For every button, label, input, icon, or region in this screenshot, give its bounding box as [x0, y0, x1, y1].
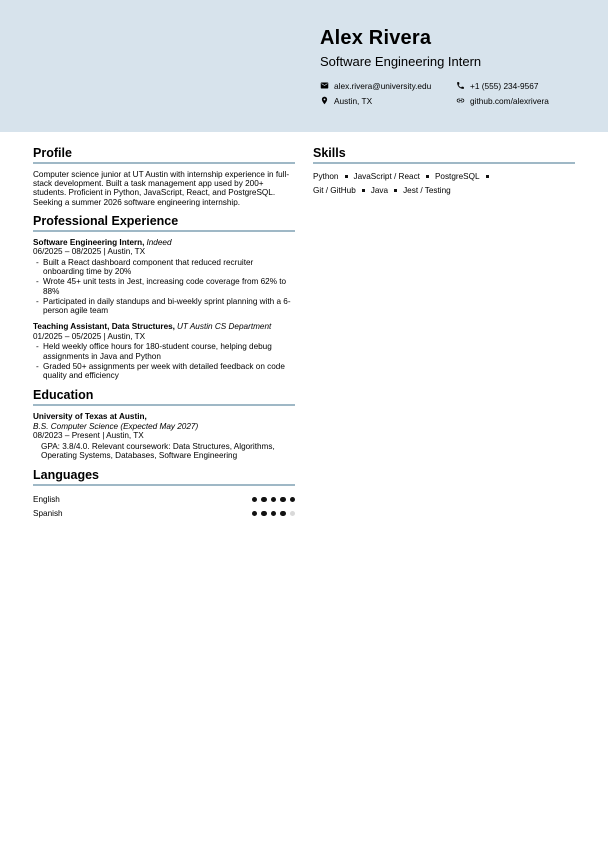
phone-text: +1 (555) 234-9567 [470, 80, 539, 91]
profile-heading: Profile [33, 147, 295, 164]
skill-separator-dot [486, 175, 489, 178]
job-bullets [33, 258, 295, 315]
location-icon [320, 96, 329, 105]
section-languages [33, 469, 295, 520]
contact-phone [456, 81, 575, 91]
job-bullet: - Participated in daily standups and bi-weekly sprint planning with a 6-person agile team [33, 297, 295, 315]
email-icon [320, 81, 329, 90]
job-dates: 06/2025 – 08/2025 | Austin, TX [33, 247, 146, 257]
person-name: Alex Rivera [320, 27, 432, 49]
job-bullet: - Graded 50+ assignments per week with detailed feedback on code quality and efficiency [33, 362, 295, 380]
github-link-text[interactable]: github.com/alexrivera [470, 95, 549, 106]
section-skills [313, 147, 575, 198]
education-school: University of Texas at Austin, [33, 412, 147, 422]
experience-entry [33, 322, 295, 380]
skill-item: PostgreSQL [434, 172, 480, 181]
skills-list [313, 170, 528, 198]
skills-heading: Skills [313, 147, 575, 164]
language-row [33, 506, 295, 520]
right-column [313, 147, 575, 527]
contact-github [456, 96, 575, 106]
language-level-dot [290, 497, 296, 503]
language-level-dot [271, 497, 277, 503]
skill-item: Python [313, 172, 339, 181]
language-level-dot [252, 497, 258, 503]
job-bullets [33, 342, 295, 380]
location-text: Austin, TX [334, 95, 373, 106]
language-level-dot [252, 511, 258, 517]
job-role: Teaching Assistant, Data Structures, [33, 322, 175, 332]
contact-location [320, 96, 456, 106]
language-level-dot [290, 511, 296, 517]
contact-info [320, 81, 575, 106]
contact-email [320, 81, 456, 91]
education-details: GPA: 3.8/4.0. Relevant coursework: Data Structures, Algorithms, Operating Systems, Databases, Software Engineering [41, 442, 275, 461]
skill-separator-dot [345, 175, 348, 178]
job-company: Indeed [146, 237, 172, 247]
resume-body [0, 132, 608, 527]
skill-item: Jest / Testing [403, 186, 451, 195]
language-level-dot [261, 497, 267, 503]
job-role: Software Engineering Intern, [33, 237, 145, 247]
link-icon [456, 96, 465, 105]
language-level-dot [261, 511, 267, 517]
experience-heading: Professional Experience [33, 215, 295, 232]
language-level-dot [280, 497, 286, 503]
language-level-dots [252, 511, 296, 517]
education-heading: Education [33, 389, 295, 406]
language-level-dots [252, 497, 296, 503]
phone-icon [456, 81, 465, 90]
job-bullet: - Held weekly office hours for 180-student course, helping debug assignments in Java and Python [33, 342, 295, 360]
left-column [33, 147, 295, 527]
language-level-dot [271, 511, 277, 517]
language-row [33, 492, 295, 506]
job-company: UT Austin CS Department [176, 322, 272, 332]
resume-header [0, 0, 608, 132]
language-name: Spanish [33, 508, 63, 518]
section-profile [33, 147, 295, 207]
section-experience [33, 215, 295, 380]
language-level-dot [280, 511, 286, 517]
job-title-line [33, 238, 295, 248]
skill-item: Java [370, 186, 389, 195]
job-dates: 01/2025 – 05/2025 | Austin, TX [33, 331, 146, 341]
languages-heading: Languages [33, 469, 295, 486]
job-title-line [33, 322, 295, 332]
language-name: English [33, 494, 60, 504]
job-bullet: - Built a React dashboard component that reduced recruiter onboarding time by 20% [33, 258, 295, 276]
education-dates: 08/2023 – Present | Austin, TX [33, 431, 144, 441]
email-text[interactable]: alex.rivera@university.edu [334, 80, 432, 91]
skill-item: JavaScript / React [353, 172, 420, 181]
skill-separator-dot [362, 189, 365, 192]
experience-entry [33, 238, 295, 315]
job-bullet: - Wrote 45+ unit tests in Jest, increasing code coverage from 62% to 88% [33, 277, 295, 295]
section-education [33, 389, 295, 460]
person-job-title: Software Engineering Intern [320, 54, 482, 69]
education-degree: B.S. Computer Science (Expected May 2027) [33, 421, 199, 431]
profile-text: Computer science junior at UT Austin with internship experience in full-stack development. Built a task management app used by 200+ students. Proficient in Python, JavaScript, React, and PostgreSQL. Seeking a summer 2026 software engineering internship. [33, 170, 290, 207]
skill-separator-dot [426, 175, 429, 178]
skill-item: Git / GitHub [313, 186, 356, 195]
skill-separator-dot [394, 189, 397, 192]
